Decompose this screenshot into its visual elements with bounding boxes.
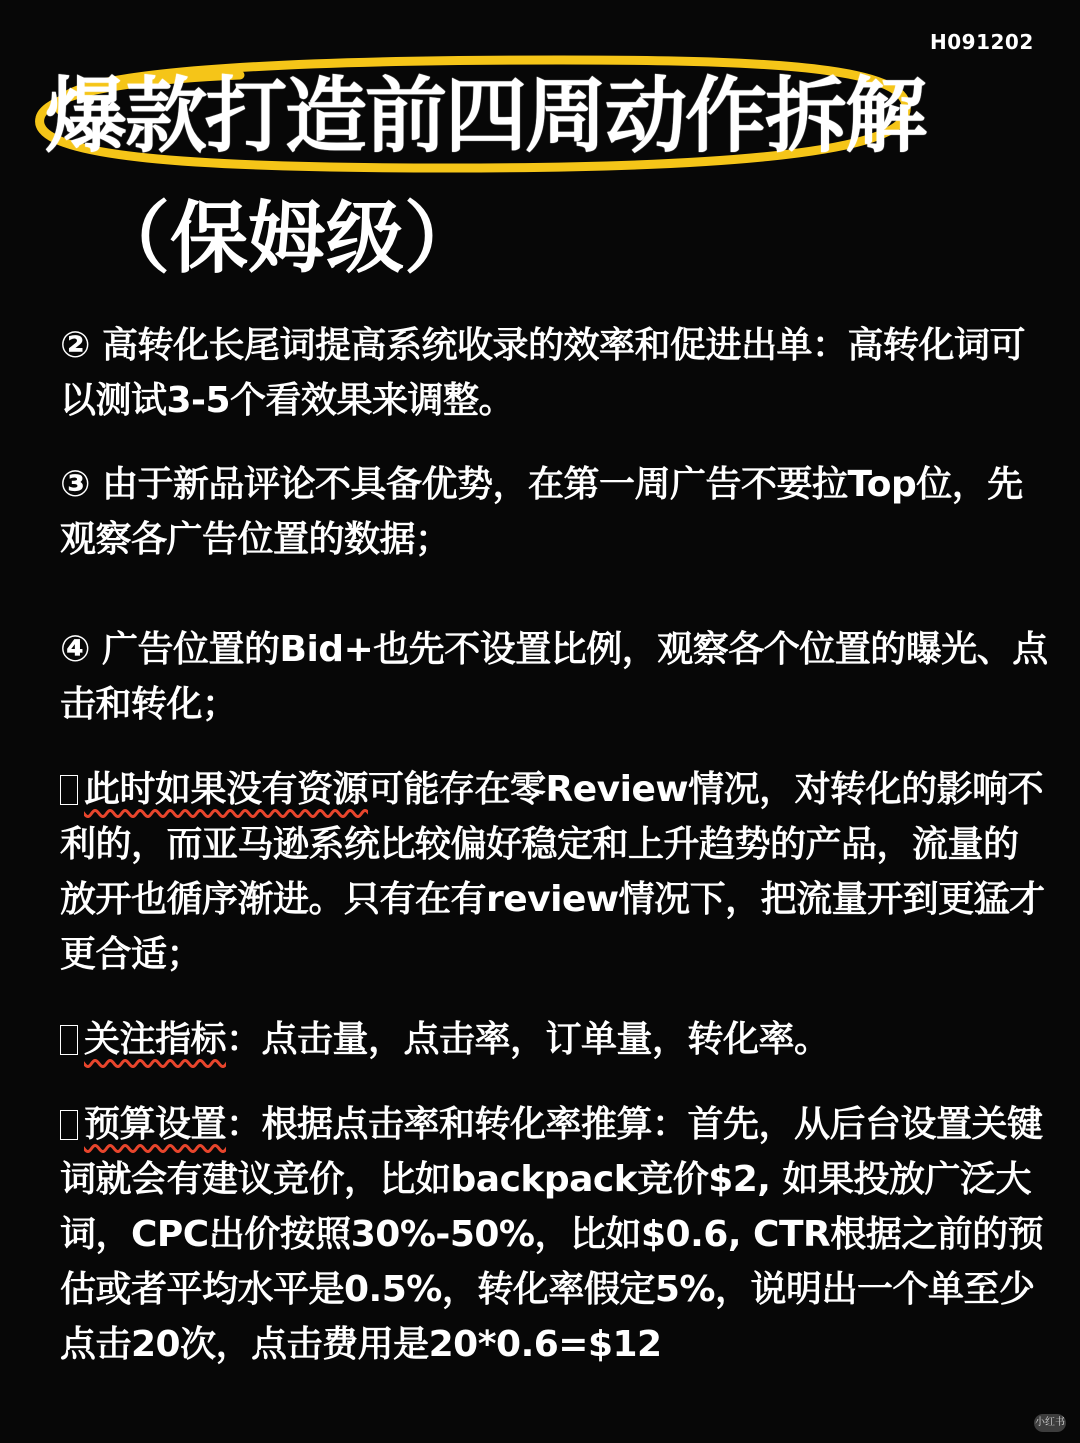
paragraph-body: 可能存在零Review情况，对转化的影响不利的，而亚马逊系统比较偏好稳定和上升趋势的产品，流量的放开也循序渐进。只有在有review情况下，把流量开到更猛才更合适； <box>60 769 1045 975</box>
page-subtitle: （保姆级） <box>92 194 483 284</box>
paragraph-body: ：根据点击率和转化率推算：首先，从后台设置关键词就会有建议竞价，比如backpack竞价$2, 如果投放广泛大词，CPC出价按照30%-50%，比如$0.6, CTR根据之前的预估或者平均水平是0.5%，转化率假定5%，说明出一个单至少点击20次，点击费用是20*0.6=$12 <box>60 1104 1044 1365</box>
paragraph-review <box>60 762 1050 982</box>
paragraph-4: ④ 广告位置的Bid+也先不设置比例，观察各个位置的曝光、点击和转化； <box>60 629 1048 725</box>
paragraph-body: ：点击量，点击率，订单量，转化率。 <box>226 1019 830 1060</box>
title-block <box>0 40 1080 190</box>
paragraph-3: ③ 由于新品评论不具备优势，在第一周广告不要拉Top位，先观察各广告位置的数据； <box>60 464 1023 560</box>
highlight-phrase: 预算设置 <box>84 1104 227 1145</box>
page-title: 爆款打造前四周动作拆解 <box>45 69 926 164</box>
box-icon <box>60 1110 78 1140</box>
paragraph-2: ② 高转化长尾词提高系统收录的效率和促进出单：高转化词可以测试3-5个看效果来调整。 <box>60 325 1026 421</box>
highlight-phrase: 此时如果没有资源 <box>84 769 369 810</box>
paragraph-budget <box>60 1097 1050 1372</box>
box-icon <box>60 1025 78 1055</box>
image-code: H091202 <box>930 30 1034 54</box>
highlight-phrase: 关注指标 <box>84 1019 227 1060</box>
watermark-logo: 小红书 <box>1034 1414 1066 1432</box>
paragraph-metrics <box>60 1012 1050 1067</box>
box-icon <box>60 775 78 805</box>
